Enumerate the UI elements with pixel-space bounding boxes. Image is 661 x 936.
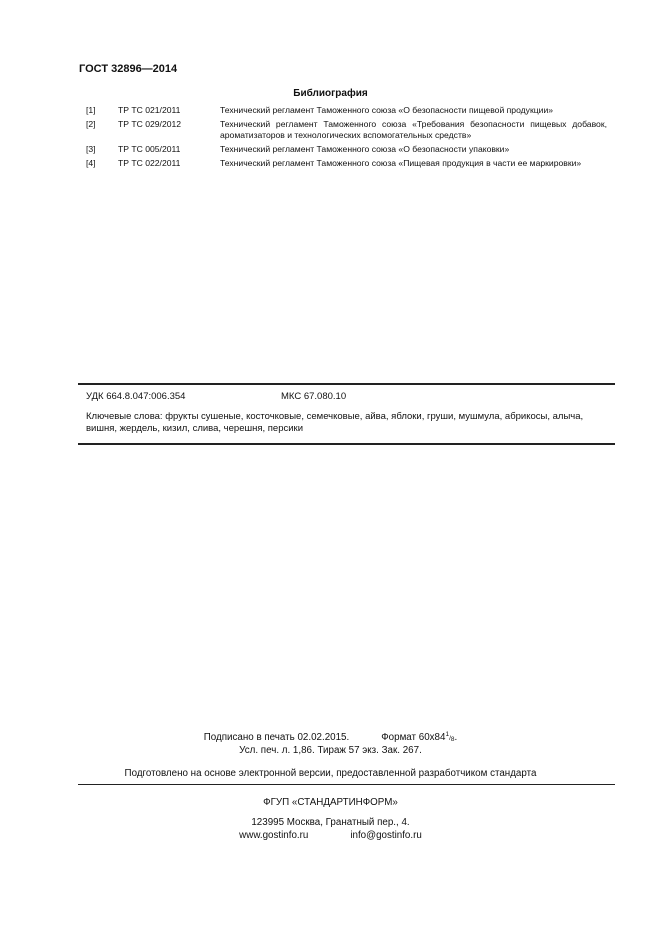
website-link[interactable]: www.gostinfo.ru [239,830,309,841]
publisher-name: ФГУП «СТАНДАРТИНФОРМ» [263,797,398,808]
reference-number: [1] [86,105,96,115]
udk-code: УДК 664.8.047:006.354 [86,391,186,402]
publisher-contacts [0,830,661,841]
keywords: Ключевые слова: фрукты сушеные, косточковые, семечковые, айва, яблоки, груши, мушмула, абрикосы, алыча, вишня, жердель, кизил, слива, черешня, персики [86,411,584,434]
format-numerator: 1 [445,731,450,738]
bibliography-item [86,105,607,116]
format-end: . [454,732,458,743]
reference-text: Технический регламент Таможенного союза «Пищевая продукция в части ее маркировки» [220,158,582,168]
bibliography-item [86,158,607,169]
bibliography-title: Библиография [293,88,368,99]
bibliography-item [86,144,607,155]
reference-code: ТР ТС 029/2012 [118,119,182,129]
prepared-note: Подготовлено на основе электронной версии, предоставленной разработчиком стандарта [124,768,537,779]
mks-code: МКС 67.080.10 [281,391,347,402]
circulation: Тираж 57 экз. [317,745,379,756]
print-signing-line: Подписано в печать 02.02.2015. Формат $60x84^1/8$. [203,731,458,743]
bibliography-list [86,105,607,172]
reference-code: ТР ТС 005/2011 [118,144,181,154]
email-link[interactable]: info@gostinfo.ru [350,830,422,841]
format-label: Формат 60x84 [381,732,446,743]
reference-text: Технический регламент Таможенного союза «Требования безопасности пищевых добавок, ароматизаторов и технологических вспомогательных средств» [220,119,607,140]
format-denominator: 8 [450,736,455,743]
order-number: Зак. 267. [381,745,422,756]
reference-number: [2] [86,119,96,129]
classification-bottom-rule [78,443,615,445]
print-sheets: Усл. печ. л. 1,86. [239,745,315,756]
document-header: ГОСТ 32896—2014 [79,63,178,75]
bibliography-item [86,119,607,141]
reference-code: ТР ТС 021/2011 [118,105,181,115]
reference-number: [3] [86,144,96,154]
reference-text: Технический регламент Таможенного союза «О безопасности пищевой продукции» [220,105,554,115]
print-details-line [0,745,661,756]
publisher-address: 123995 Москва, Гранатный пер., 4. [251,817,410,828]
reference-text: Технический регламент Таможенного союза «О безопасности упаковки» [220,144,510,154]
signed-date: Подписано в печать 02.02.2015. [203,732,350,743]
reference-number: [4] [86,158,96,168]
reference-code: ТР ТС 022/2011 [118,158,181,168]
classification-top-rule [78,383,615,385]
imprint-rule [78,784,615,785]
